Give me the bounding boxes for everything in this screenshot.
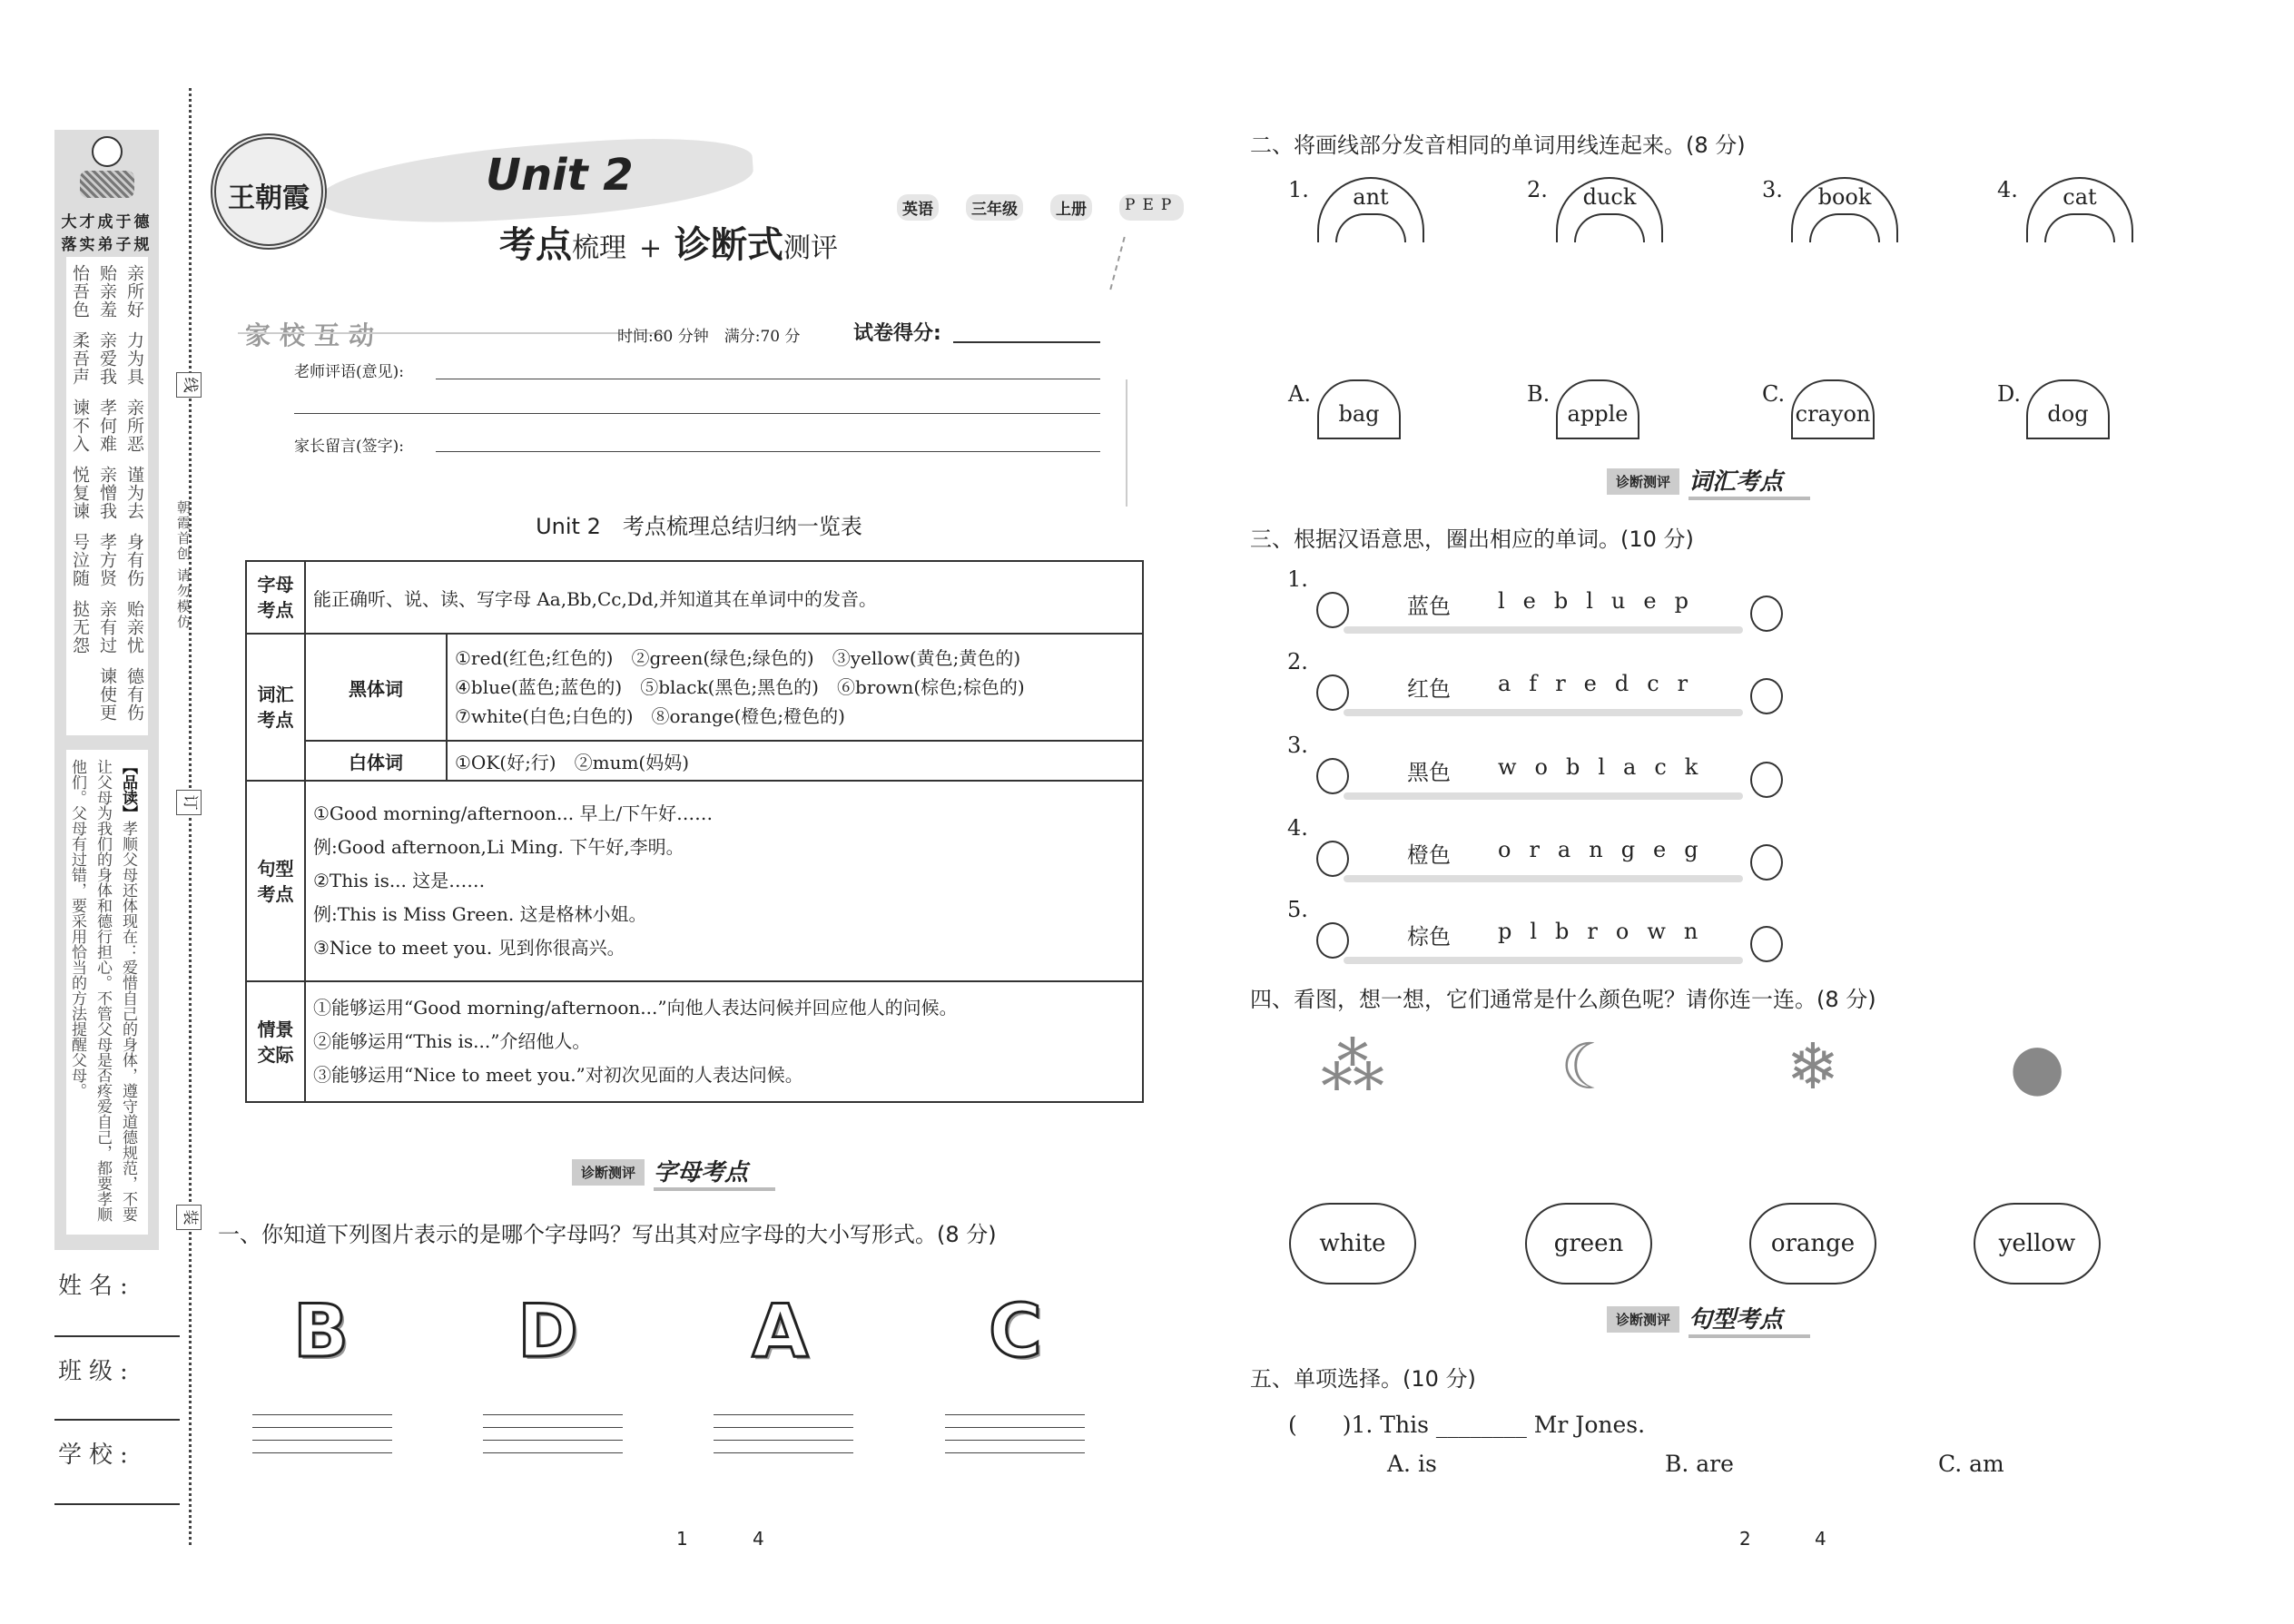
teacher-comment-field-2[interactable]: [294, 413, 1100, 414]
table-row: [246, 634, 1143, 741]
verse-phrase: 贻亲忧: [124, 600, 144, 655]
option-a[interactable]: A. is: [1387, 1451, 1437, 1477]
writing-lines[interactable]: [483, 1414, 623, 1465]
table-row: [246, 781, 1143, 981]
meta-edition: PEP: [1119, 194, 1184, 221]
word: book: [1817, 184, 1872, 210]
school-field[interactable]: [54, 1503, 180, 1505]
letter-picture-b: B: [293, 1289, 349, 1373]
snail-shell-icon: [1316, 841, 1349, 877]
unit-title: Unit 2: [486, 150, 634, 201]
table-row: [246, 561, 1143, 634]
match-top-number: 1.: [1288, 177, 1309, 202]
word-search-row[interactable]: [1316, 913, 1788, 968]
grass-icon: ⁂: [1321, 1029, 1384, 1104]
class-label: 班级:: [58, 1358, 135, 1385]
class-field[interactable]: [54, 1419, 180, 1421]
snail-trail: [1344, 792, 1743, 800]
table-row: [246, 741, 1143, 781]
name-label: 姓名:: [58, 1273, 135, 1300]
match-bottom-letter: A.: [1288, 381, 1311, 407]
meta-grade: 三年级: [966, 194, 1023, 221]
dizigui-verse: [66, 257, 148, 735]
snail-shell-icon: [1316, 674, 1349, 711]
banner-title: 字母考点: [654, 1154, 775, 1191]
verse-phrase: 德有伤: [124, 667, 144, 722]
banner-small: 诊断测评: [1607, 468, 1679, 495]
letter-sequence[interactable]: orangeg: [1498, 837, 1717, 862]
snail-trail: [1344, 875, 1743, 882]
divider: [238, 332, 665, 334]
banner-title: 词汇考点: [1689, 463, 1810, 500]
match-bottom-word[interactable]: [1317, 379, 1401, 439]
copyright-notice: 朝霞首创 请勿模仿: [175, 500, 192, 630]
table-row: [246, 981, 1143, 1102]
brand-logo: [211, 133, 327, 250]
match-bottom-word[interactable]: [1556, 379, 1639, 439]
row-number: 4.: [1287, 815, 1308, 841]
summary-table: [245, 560, 1144, 1103]
verse-column: [124, 264, 144, 735]
snail-trail: [1344, 626, 1743, 634]
chinese-meaning: 红色: [1407, 676, 1451, 702]
verse-phrase: 亲有过: [97, 600, 117, 655]
verse-column: [70, 264, 90, 735]
snail-icon: [1750, 762, 1783, 798]
match-top-word[interactable]: [1556, 177, 1663, 242]
snail-shell-icon: [1316, 922, 1349, 959]
match-bottom-word[interactable]: [1791, 379, 1875, 439]
match-top-word[interactable]: [1791, 177, 1898, 242]
verse-phrase: 号泣随: [70, 533, 90, 587]
sentence-head: 句型考点: [246, 781, 305, 981]
letter-picture-a: A: [752, 1289, 809, 1373]
word-search-row[interactable]: [1316, 832, 1788, 886]
pindu-text: 孝顺父母还体现在：爱惜自己的身体，遵守道德规范，不要让父母为我们的身体和德行担心。不管父母是否疼爱自己，都要孝顺他们。父母有过错，要采用恰当的方法提醒父母。: [68, 759, 137, 1222]
snail-icon: [1750, 595, 1783, 632]
letter-sequence[interactable]: lebluep: [1498, 588, 1707, 614]
bold-words: [447, 634, 1143, 741]
subtitle-plus: +: [638, 232, 663, 264]
meta-subject: 英语: [897, 194, 939, 221]
sentence-line: ②This is... 这是……: [313, 870, 486, 891]
pindu-label: 【品读】: [119, 759, 137, 821]
match-top-word[interactable]: [1317, 177, 1424, 242]
section-banner-vocab: [1607, 462, 1810, 500]
word: cat: [2063, 184, 2097, 210]
row-number: 2.: [1287, 649, 1308, 674]
parent-note-field[interactable]: [436, 451, 1100, 452]
verse-phrase: 亲所好: [124, 264, 144, 319]
bold-words-line: ⑦white(白色;白色的) ⑧orange(橙色;橙色的): [455, 705, 845, 727]
section-banner-letters: [572, 1153, 775, 1191]
word-search-row[interactable]: [1316, 665, 1788, 720]
option-c[interactable]: C. am: [1938, 1451, 2004, 1477]
question-4-title: 四、看图，想一想，它们通常是什么颜色呢？请你连一连。(8 分): [1250, 987, 1876, 1012]
binding-mark-xian: 线: [176, 372, 202, 398]
verse-phrase: 亲憎我: [97, 466, 117, 520]
match-bottom-letter: D.: [1997, 381, 2022, 407]
word: dog: [2047, 401, 2089, 427]
logo-text: 王朝霞: [228, 182, 310, 214]
sentence-points: [305, 781, 1143, 981]
color-cloud-green[interactable]: green: [1525, 1203, 1652, 1284]
match-top-number: 3.: [1762, 177, 1783, 202]
verse-phrase: 孝何难: [97, 399, 117, 453]
snail-shell-icon: [1316, 758, 1349, 794]
situation-line: ③能够运用“Nice to meet you.”对初次见面的人表达问候。: [313, 1064, 803, 1086]
bold-words-head: 黑体词: [305, 634, 447, 741]
verse-phrase: 身有伤: [124, 533, 144, 587]
verse-phrase: 挞无怨: [70, 600, 90, 655]
letter-picture-c: C: [989, 1289, 1042, 1373]
letters-head: 字母考点: [246, 561, 305, 634]
subtitle-part: 诊断式: [674, 223, 784, 266]
binding-dotted-line: [189, 88, 192, 1545]
chinese-meaning: 橙色: [1407, 842, 1451, 868]
snowflake-icon: ❄: [1786, 1029, 1840, 1104]
binding-mark-zhuang: 装: [176, 1205, 202, 1230]
bold-words-line: ①red(红色;红色的) ②green(绿色;绿色的) ③yellow(黄色;黄色的): [455, 647, 1021, 669]
letter-sequence[interactable]: afredcr: [1498, 671, 1707, 696]
banner-small: 诊断测评: [572, 1159, 645, 1186]
cartoon-reader-icon: [77, 136, 136, 209]
row-number: 3.: [1287, 733, 1308, 758]
banner-title: 句型考点: [1689, 1301, 1810, 1338]
verse-phrase: 柔吾声: [70, 331, 90, 386]
chinese-meaning: 黑色: [1407, 760, 1451, 785]
color-cloud-yellow[interactable]: yellow: [1974, 1203, 2101, 1284]
color-cloud-white[interactable]: white: [1289, 1203, 1416, 1284]
question-3-title: 三、根据汉语意思，圈出相应的单词。(10 分): [1250, 527, 1694, 552]
word: ant: [1353, 184, 1389, 210]
page-number: 1: [676, 1528, 688, 1550]
situation-points: [305, 981, 1143, 1102]
parent-note-label: 家长留言(签字):: [294, 438, 404, 456]
question-1-title: 一、你知道下列图片表示的是哪个字母吗？写出其对应字母的大小写形式。(8 分): [218, 1222, 997, 1247]
row-number: 5.: [1287, 897, 1308, 922]
row-number: 1.: [1287, 566, 1308, 592]
verse-phrase: 谨为去: [124, 466, 144, 520]
school-label: 学校:: [58, 1442, 135, 1469]
letter-sequence[interactable]: plbrown: [1498, 919, 1717, 944]
motto-line-1: 大才成于德: [61, 213, 153, 231]
verse-phrase: 亲爱我: [97, 331, 117, 386]
divider: [1126, 379, 1127, 507]
match-top-number: 4.: [1997, 177, 2018, 202]
pindu-note: [66, 750, 148, 1235]
score-field[interactable]: [953, 341, 1100, 343]
word: duck: [1582, 184, 1637, 210]
binding-mark-ding: 订: [176, 790, 202, 815]
match-bottom-word[interactable]: [2026, 379, 2110, 439]
match-top-number: 2.: [1527, 177, 1548, 202]
match-top-word[interactable]: [2026, 177, 2133, 242]
verse-phrase: 怡吾色: [70, 264, 90, 319]
letter-sequence[interactable]: woblack: [1498, 754, 1717, 780]
sentence-line: 例:This is Miss Green. 这是格林小姐。: [313, 903, 647, 925]
page-number: 2: [1739, 1528, 1751, 1550]
motto-line-2: 落实弟子规: [61, 236, 153, 254]
bold-words-line: ④blue(蓝色;蓝色的) ⑤black(黑色;黑色的) ⑥brown(棕色;棕色的): [455, 676, 1025, 698]
plain-words: ①OK(好;行) ②mum(妈妈): [447, 741, 1143, 781]
sentence-line: 例:Good afternoon,Li Ming. 下午好,李明。: [313, 836, 684, 858]
verse-phrase: 谏使更: [97, 667, 117, 722]
score-label: 试卷得分:: [853, 322, 941, 345]
verse-phrase: 孝方贤: [97, 533, 117, 587]
letter-picture-d: D: [517, 1289, 578, 1373]
time-info: 时间:60 分钟 满分:70 分: [617, 328, 801, 346]
word: crayon: [1795, 401, 1871, 427]
situation-line: ①能够运用“Good morning/afternoon...”向他人表达问候并回应他人的问候。: [313, 997, 958, 1019]
sentence-line: ①Good morning/afternoon... 早上/下午好……: [313, 802, 714, 824]
verse-phrase: 贻亲羞: [97, 264, 117, 319]
plain-words-head: 白体词: [305, 741, 447, 781]
teacher-comment-label: 老师评语(意见):: [294, 363, 404, 381]
subtitle-part: 测评: [783, 232, 839, 264]
dashed-decoration: [1109, 237, 1125, 290]
verse-phrase: 力为具: [124, 331, 144, 386]
summary-table-title: Unit 2 考点梳理总结归纳一览表: [536, 514, 862, 539]
chinese-meaning: 蓝色: [1407, 594, 1451, 619]
writing-lines[interactable]: [252, 1414, 392, 1465]
banana-icon: ☾: [1560, 1029, 1618, 1104]
meta-volume: 上册: [1050, 194, 1092, 221]
snail-icon: [1750, 844, 1783, 881]
chinese-meaning: 棕色: [1407, 924, 1451, 950]
snail-trail: [1344, 709, 1743, 716]
page-total: 4: [753, 1528, 764, 1550]
letters-text: 能正确听、说、读、写字母 Aa,Bb,Cc,Dd,并知道其在单词中的发音。: [305, 561, 1143, 634]
home-school-title: 家校互动: [245, 320, 384, 350]
snail-shell-icon: [1316, 592, 1349, 628]
snail-trail: [1344, 957, 1743, 964]
situation-line: ②能够运用“This is...”介绍他人。: [313, 1030, 591, 1052]
banner-small: 诊断测评: [1607, 1306, 1679, 1333]
match-bottom-letter: C.: [1762, 381, 1786, 407]
match-bottom-letter: B.: [1527, 381, 1551, 407]
verse-phrase: 悦复谏: [70, 466, 90, 520]
word-search-row[interactable]: [1316, 749, 1788, 803]
name-field[interactable]: [54, 1335, 180, 1337]
word-search-row[interactable]: [1316, 583, 1788, 637]
page-total: 4: [1815, 1528, 1826, 1550]
section-banner-sentence: [1607, 1300, 1810, 1338]
verse-phrase: 亲所恶: [124, 399, 144, 453]
choice-question-1[interactable]: ( )1. This ________ Mr Jones.: [1288, 1412, 1646, 1438]
word: bag: [1338, 401, 1380, 427]
question-5-title: 五、单项选择。(10 分): [1250, 1366, 1476, 1392]
word: apple: [1567, 401, 1629, 427]
book-meta: [897, 194, 1184, 221]
sentence-line: ③Nice to meet you. 见到你很高兴。: [313, 937, 625, 959]
option-b[interactable]: B. are: [1665, 1451, 1734, 1477]
vocab-head: 词汇考点: [246, 634, 305, 781]
color-cloud-orange[interactable]: orange: [1749, 1203, 1876, 1284]
subtitle-part: 考点: [499, 223, 572, 266]
writing-lines[interactable]: [945, 1414, 1085, 1465]
snail-icon: [1750, 926, 1783, 962]
page-subtitle: [499, 216, 838, 268]
question-2-title: 二、将画线部分发音相同的单词用线连起来。(8 分): [1250, 133, 1746, 158]
verse-column: [97, 264, 117, 735]
snail-icon: [1750, 678, 1783, 714]
situation-head: 情景交际: [246, 981, 305, 1102]
orange-icon: ●: [2009, 1029, 2065, 1104]
writing-lines[interactable]: [714, 1414, 853, 1465]
subtitle-part: 梳理: [572, 232, 626, 264]
verse-phrase: 谏不入: [70, 399, 90, 453]
